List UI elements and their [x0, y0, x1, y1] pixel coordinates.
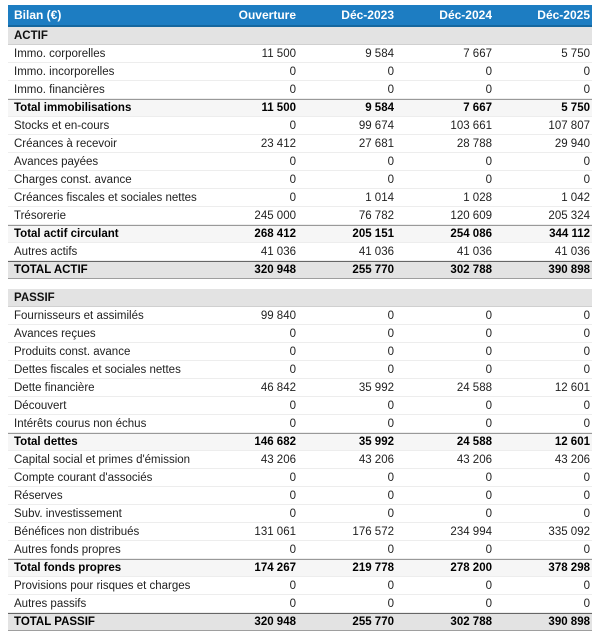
row-value: 390 898	[548, 264, 590, 276]
row-value: 0	[387, 309, 394, 322]
section-header-actif	[8, 27, 592, 45]
table-row	[8, 523, 592, 541]
row-value: 0	[583, 417, 590, 430]
row-value: 268 412	[254, 228, 296, 240]
row-value: 41 036	[456, 245, 492, 258]
row-value: 219 778	[352, 562, 394, 574]
row-value: 234 994	[450, 525, 492, 538]
row-value: 1 028	[463, 191, 492, 204]
row-value: 302 788	[450, 616, 492, 628]
row-value: 0	[583, 345, 590, 358]
table-row	[8, 117, 592, 135]
row-value: 0	[387, 507, 394, 520]
row-label: Créances à recevoir	[14, 137, 117, 150]
row-value: 0	[583, 471, 590, 484]
table-row	[8, 325, 592, 343]
row-label: Compte courant d'associés	[14, 471, 153, 484]
table-row	[8, 261, 592, 279]
row-value: 35 992	[358, 381, 394, 394]
row-value: 0	[387, 83, 394, 96]
row-value: 0	[289, 489, 296, 502]
row-label: TOTAL ACTIF	[14, 264, 88, 276]
row-value: 205 151	[352, 228, 394, 240]
row-value: 0	[485, 507, 492, 520]
row-label: Produits const. avance	[14, 345, 131, 358]
row-value: 320 948	[254, 264, 296, 276]
row-label: Stocks et en-cours	[14, 119, 110, 132]
table-body	[8, 27, 592, 631]
row-value: 0	[485, 173, 492, 186]
row-label: Découvert	[14, 399, 67, 412]
row-value: 43 206	[554, 453, 590, 466]
row-value: 0	[485, 363, 492, 376]
row-value: 11 500	[261, 47, 296, 60]
row-value: 0	[485, 471, 492, 484]
row-value: 0	[387, 155, 394, 168]
table-row	[8, 189, 592, 207]
row-label: Charges const. avance	[14, 173, 132, 186]
row-value: 0	[387, 345, 394, 358]
row-value: 0	[387, 489, 394, 502]
row-value: 245 000	[254, 209, 296, 222]
column-header-dec-2025: Déc-2025	[537, 8, 590, 22]
row-value: 0	[485, 345, 492, 358]
row-value: 7 667	[463, 47, 492, 60]
table-row	[8, 243, 592, 261]
row-value: 0	[485, 597, 492, 610]
table-row	[8, 595, 592, 613]
table-row	[8, 541, 592, 559]
row-value: 0	[289, 173, 296, 186]
row-value: 0	[289, 471, 296, 484]
row-value: 0	[289, 65, 296, 78]
row-value: 99 674	[358, 119, 394, 132]
row-value: 254 086	[450, 228, 492, 240]
row-label: Créances fiscales et sociales nettes	[14, 191, 197, 204]
table-row	[8, 613, 592, 631]
row-value: 0	[485, 155, 492, 168]
table-row	[8, 153, 592, 171]
column-header-ouverture: Ouverture	[238, 8, 296, 22]
row-value: 41 036	[358, 245, 394, 258]
row-value: 0	[289, 191, 296, 204]
row-value: 176 572	[352, 525, 394, 538]
table-row	[8, 559, 592, 577]
row-value: 0	[289, 363, 296, 376]
table-row	[8, 307, 592, 325]
balance-sheet-table	[8, 5, 592, 631]
table-row	[8, 433, 592, 451]
row-value: 0	[387, 65, 394, 78]
row-value: 174 267	[254, 562, 296, 574]
row-value: 1 014	[365, 191, 394, 204]
row-value: 24 588	[456, 381, 492, 394]
table-row	[8, 415, 592, 433]
row-value: 255 770	[352, 264, 394, 276]
table-row	[8, 343, 592, 361]
row-value: 0	[583, 399, 590, 412]
table-row	[8, 361, 592, 379]
row-value: 0	[485, 83, 492, 96]
row-label: Subv. investissement	[14, 507, 122, 520]
row-value: 0	[289, 155, 296, 168]
row-value: 0	[387, 327, 394, 340]
row-value: 378 298	[548, 562, 590, 574]
table-row	[8, 45, 592, 63]
row-value: 120 609	[450, 209, 492, 222]
table-row	[8, 577, 592, 595]
row-value: 255 770	[352, 616, 394, 628]
row-value: 9 584	[365, 47, 394, 60]
row-value: 5 750	[561, 47, 590, 60]
row-label: Trésorerie	[14, 209, 66, 222]
section-header-passif	[8, 289, 592, 307]
row-value: 103 661	[450, 119, 492, 132]
row-value: 41 036	[554, 245, 590, 258]
row-value: 0	[289, 345, 296, 358]
row-value: 0	[387, 399, 394, 412]
row-value: 344 112	[549, 228, 590, 240]
table-row	[8, 451, 592, 469]
row-value: 7 667	[463, 102, 492, 114]
row-value: 0	[289, 417, 296, 430]
row-value: 27 681	[358, 137, 394, 150]
row-value: 41 036	[260, 245, 296, 258]
row-value: 12 601	[554, 436, 590, 448]
row-value: 0	[485, 417, 492, 430]
row-label: Réserves	[14, 489, 63, 502]
table-row	[8, 135, 592, 153]
row-value: 0	[583, 579, 590, 592]
section-title: PASSIF	[14, 291, 55, 304]
row-value: 302 788	[450, 264, 492, 276]
row-label: Total dettes	[14, 436, 78, 448]
row-label: Total actif circulant	[14, 228, 119, 240]
row-label: Total fonds propres	[14, 562, 122, 574]
row-value: 0	[289, 543, 296, 556]
column-header-dec-2023: Déc-2023	[341, 8, 394, 22]
row-value: 0	[583, 155, 590, 168]
row-value: 0	[485, 489, 492, 502]
row-value: 35 992	[358, 436, 394, 448]
row-value: 43 206	[358, 453, 394, 466]
row-value: 0	[485, 65, 492, 78]
row-value: 0	[583, 65, 590, 78]
row-value: 46 842	[260, 381, 296, 394]
table-row	[8, 505, 592, 523]
column-header-dec-2024: Déc-2024	[439, 8, 492, 22]
row-value: 0	[583, 489, 590, 502]
row-value: 0	[387, 579, 394, 592]
row-label: Dettes fiscales et sociales nettes	[14, 363, 181, 376]
row-label: Fournisseurs et assimilés	[14, 309, 144, 322]
row-value: 278 200	[450, 562, 492, 574]
row-value: 0	[485, 327, 492, 340]
row-value: 320 948	[254, 616, 296, 628]
row-label: TOTAL PASSIF	[14, 616, 95, 628]
table-row	[8, 99, 592, 117]
row-label: Intérêts courus non échus	[14, 417, 147, 430]
row-value: 5 750	[561, 102, 590, 114]
row-value: 0	[387, 417, 394, 430]
row-value: 0	[485, 543, 492, 556]
row-value: 0	[289, 507, 296, 520]
row-label: Avances payées	[14, 155, 99, 168]
row-value: 390 898	[548, 616, 590, 628]
row-value: 107 807	[548, 119, 590, 132]
row-value: 24 588	[456, 436, 492, 448]
row-value: 0	[485, 579, 492, 592]
row-value: 0	[583, 597, 590, 610]
row-value: 23 412	[260, 137, 296, 150]
row-value: 11 500	[261, 102, 296, 114]
section-title: ACTIF	[14, 29, 48, 42]
row-label: Autres fonds propres	[14, 543, 121, 556]
row-value: 0	[387, 543, 394, 556]
row-label: Autres actifs	[14, 245, 78, 258]
row-label: Dette financière	[14, 381, 95, 394]
row-value: 43 206	[260, 453, 296, 466]
row-value: 12 601	[554, 381, 590, 394]
row-value: 0	[583, 507, 590, 520]
row-value: 28 788	[456, 137, 492, 150]
row-value: 205 324	[548, 209, 590, 222]
row-label: Immo. corporelles	[14, 47, 106, 60]
row-value: 0	[387, 363, 394, 376]
row-value: 0	[583, 327, 590, 340]
table-row	[8, 207, 592, 225]
row-value: 0	[583, 173, 590, 186]
row-value: 9 584	[365, 102, 394, 114]
row-label: Autres passifs	[14, 597, 87, 610]
row-label: Provisions pour risques et charges	[14, 579, 191, 592]
row-value: 0	[485, 399, 492, 412]
row-label: Immo. incorporelles	[14, 65, 115, 78]
row-value: 0	[289, 119, 296, 132]
table-header	[8, 5, 592, 27]
row-value: 0	[289, 399, 296, 412]
row-value: 146 682	[254, 436, 296, 448]
row-value: 131 061	[254, 525, 296, 538]
row-value: 0	[387, 173, 394, 186]
row-value: 0	[289, 83, 296, 96]
row-value: 0	[289, 579, 296, 592]
row-value: 0	[583, 363, 590, 376]
row-label: Capital social et primes d'émission	[14, 453, 191, 466]
row-value: 0	[289, 597, 296, 610]
row-label: Immo. financières	[14, 83, 105, 96]
row-label: Bénéfices non distribués	[14, 525, 140, 538]
row-label: Avances reçues	[14, 327, 96, 340]
table-row	[8, 81, 592, 99]
row-value: 335 092	[548, 525, 590, 538]
row-value: 99 840	[260, 309, 296, 322]
table-row	[8, 469, 592, 487]
row-value: 0	[583, 83, 590, 96]
row-value: 0	[387, 471, 394, 484]
row-value: 0	[387, 597, 394, 610]
row-value: 76 782	[358, 209, 394, 222]
row-value: 1 042	[561, 191, 590, 204]
row-value: 0	[485, 309, 492, 322]
row-value: 0	[583, 309, 590, 322]
row-label: Total immobilisations	[14, 102, 132, 114]
table-row	[8, 225, 592, 243]
row-value: 29 940	[554, 137, 590, 150]
table-row	[8, 397, 592, 415]
column-header-bilan: Bilan (€)	[14, 8, 62, 22]
table-row	[8, 171, 592, 189]
table-row	[8, 63, 592, 81]
row-value: 43 206	[456, 453, 492, 466]
table-row	[8, 487, 592, 505]
row-value: 0	[583, 543, 590, 556]
table-row	[8, 379, 592, 397]
row-value: 0	[289, 327, 296, 340]
